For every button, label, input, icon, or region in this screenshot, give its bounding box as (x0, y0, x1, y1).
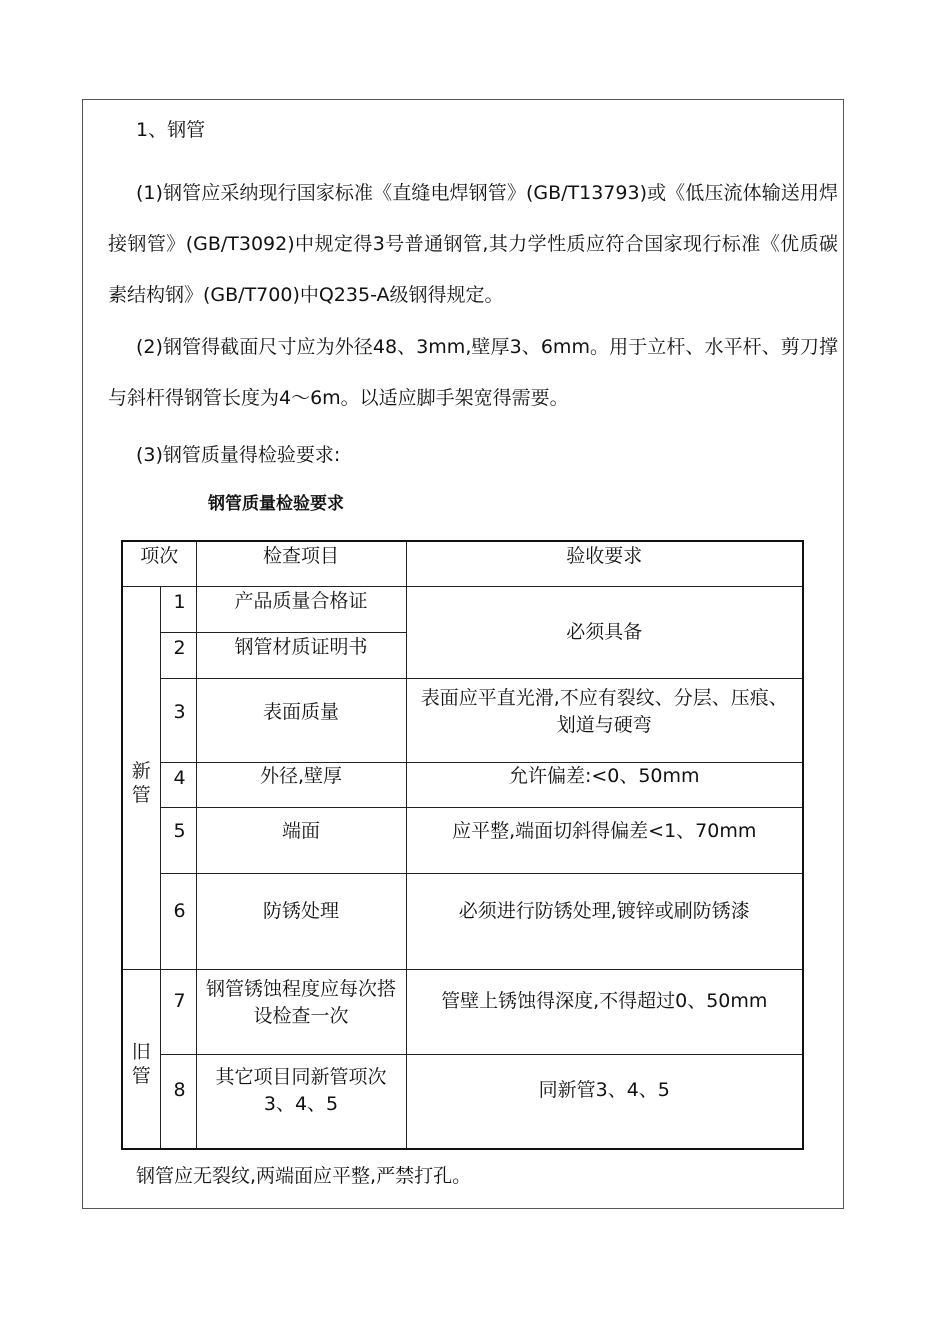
row-item: 端面 (196, 807, 406, 873)
row-no: 5 (160, 807, 196, 873)
table-row (122, 873, 803, 969)
row-req: 管壁上锈蚀得深度,不得超过0、50mm (406, 969, 803, 1054)
header-check-item: 检查项目 (196, 541, 406, 586)
row-item: 产品质量合格证 (196, 586, 406, 632)
inspection-table (121, 540, 804, 1150)
paragraph-1-text: (1)钢管应采纳现行国家标准《直缝电焊钢管》(GB/T13793)或《低压流体输送用焊接钢管》(GB/T3092)中规定得3号普通钢管,其力学性质应符合国家现行标准《优质碳素结构钢》(GB/T700)中Q235-A级钢得规定。 (108, 182, 838, 306)
row-req: 必须进行防锈处理,镀锌或刷防锈漆 (406, 873, 803, 969)
row-no: 2 (160, 632, 196, 678)
row-req: 表面应平直光滑,不应有裂纹、分层、压痕、划道与硬弯 (406, 678, 803, 762)
paragraph-1 (108, 168, 838, 321)
row-item: 钢管材质证明书 (196, 632, 406, 678)
table-row (122, 1054, 803, 1149)
table-header-row (122, 541, 803, 586)
table-row (122, 678, 803, 762)
row-no: 6 (160, 873, 196, 969)
table-row (122, 969, 803, 1054)
row-item: 其它项目同新管项次3、4、5 (196, 1054, 406, 1149)
paragraph-3: (3)钢管质量得检验要求: (136, 444, 341, 466)
row-no: 1 (160, 586, 196, 632)
row-item: 防锈处理 (196, 873, 406, 969)
group-old-pipe (122, 969, 160, 1149)
paragraph-2 (108, 322, 838, 424)
group-new-label-1: 新 (131, 759, 151, 782)
paragraph-2-text: (2)钢管得截面尺寸应为外径48、3mm,壁厚3、6mm。用于立杆、水平杆、剪刀撑与斜杆得钢管长度为4～6m。以适应脚手架宽得需要。 (108, 336, 838, 409)
row-req: 应平整,端面切斜得偏差<1、70mm (406, 807, 803, 873)
table-row (122, 807, 803, 873)
table-row (122, 762, 803, 807)
row-item: 外径,壁厚 (196, 762, 406, 807)
row-no: 3 (160, 678, 196, 762)
header-acceptance: 验收要求 (406, 541, 803, 586)
row-req: 同新管3、4、5 (406, 1054, 803, 1149)
table-caption: 钢管质量检验要求 (208, 494, 344, 514)
row-no: 7 (160, 969, 196, 1054)
row-no: 4 (160, 762, 196, 807)
group-new-pipe (122, 586, 160, 969)
table-row (122, 586, 803, 632)
row-item: 表面质量 (196, 678, 406, 762)
footer-note: 钢管应无裂纹,两端面应平整,严禁打孔。 (136, 1165, 472, 1187)
section-title: 1、钢管 (136, 119, 206, 141)
group-new-label-2: 管 (131, 783, 151, 806)
header-item-no: 项次 (122, 541, 196, 586)
row-item: 钢管锈蚀程度应每次搭设检查一次 (196, 969, 406, 1054)
row-req: 必须具备 (406, 586, 803, 678)
row-no: 8 (160, 1054, 196, 1149)
group-old-label-1: 旧 (131, 1040, 151, 1063)
group-old-label-2: 管 (131, 1064, 151, 1087)
row-req: 允许偏差:<0、50mm (406, 762, 803, 807)
